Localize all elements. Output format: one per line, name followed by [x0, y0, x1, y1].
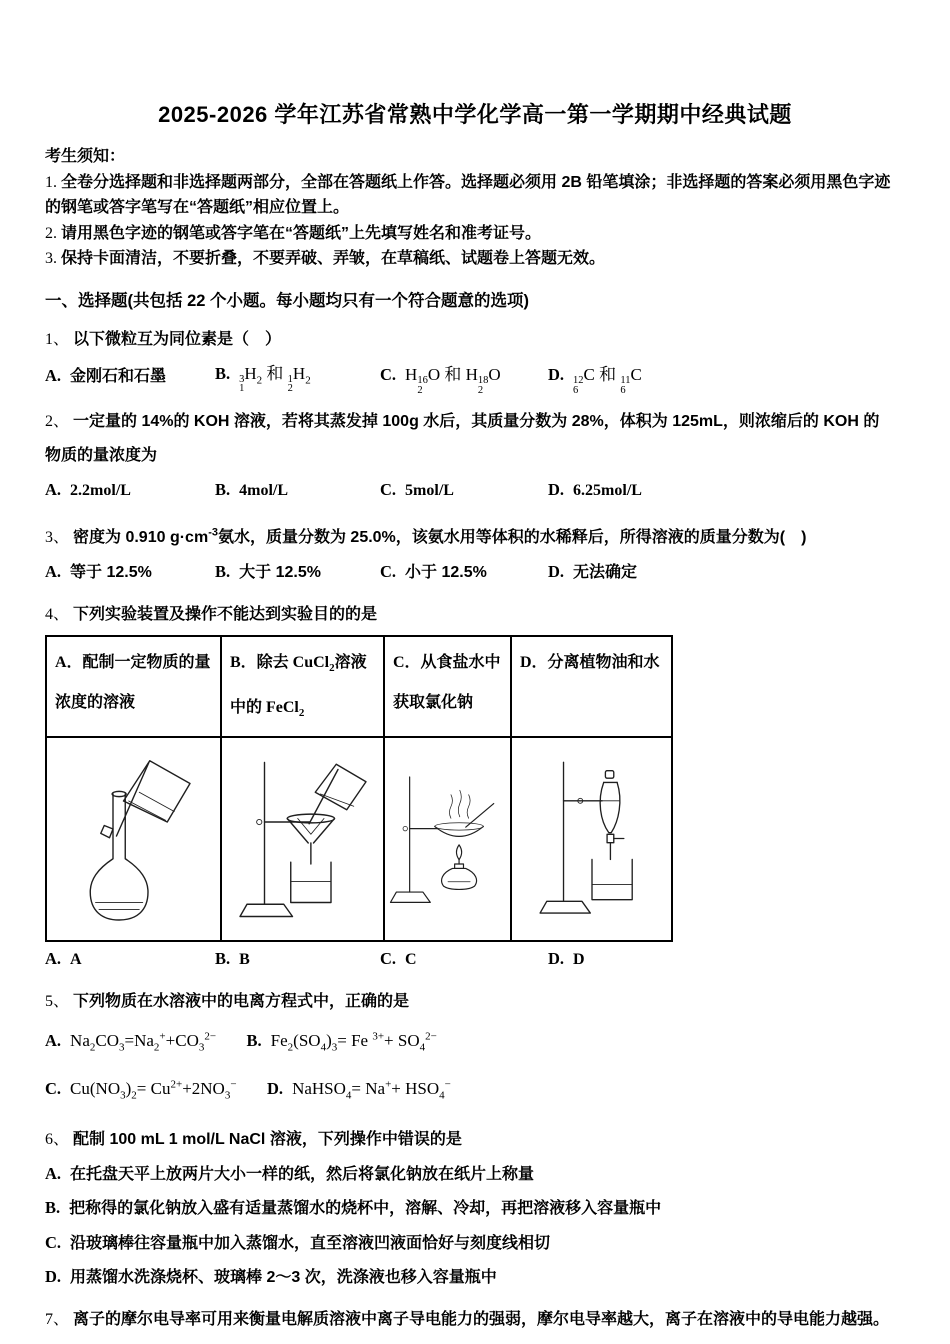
option-text: 无法确定 [573, 564, 638, 582]
question-7 [45, 1303, 905, 1337]
option-letter: A. [45, 562, 62, 582]
option-text: 小于 12.5% [405, 564, 487, 582]
section-heading-choice-questions: 一、选择题(共包括 22 个小题。每小题均只有一个符合题意的选项) [45, 291, 530, 310]
header-text: D．分离植物油和水 [520, 654, 660, 672]
pouring-beaker [123, 760, 190, 821]
question-2 [45, 405, 905, 508]
option-letter: D. [548, 948, 565, 968]
option-letter: D. [267, 1079, 284, 1099]
question-number: 6、 [45, 1130, 70, 1148]
option-d [548, 473, 905, 508]
option-d [267, 1078, 451, 1102]
option-letter: B. [215, 948, 231, 968]
page-title: 2025-2026 学年江苏省常熟中学化学高一第一学期期中经典试题 [158, 102, 792, 127]
option-letter: A. [45, 479, 62, 499]
question-number: 1、 [45, 330, 70, 348]
question-text: 下列物质在水溶液中的电离方程式中，正确的是 [73, 992, 410, 1010]
question-4 [45, 598, 905, 976]
option-a [45, 1157, 905, 1192]
option-formula: $Fe_2(SO_4)_3= Fe$ $^{3+}+ SO_4^{2-}$ [270, 1030, 437, 1054]
table-diagram-cell-b [221, 737, 384, 941]
notice-item [45, 170, 905, 221]
question-6-stem [45, 1123, 905, 1157]
option-d [548, 358, 905, 395]
option-d [45, 1260, 905, 1295]
option-formula: 3 1 $H_2$ 和 1 2 $H_2$ [239, 363, 311, 394]
question-text: 一定量的 14%的 KOH 溶液，若将其蒸发掉 100g 水后，其质量分数为 28%，体积为 125mL，则浓缩后的 KOH 的 [73, 412, 880, 430]
question-3-stem [45, 516, 905, 555]
question-number: 5、 [45, 992, 70, 1010]
option-letter: C. [380, 562, 397, 582]
option-formula: NaHSO$_4$= $Na^++ HSO_4^-$ [292, 1078, 451, 1102]
notice-item [45, 221, 905, 247]
option-letter: D. [548, 562, 565, 582]
apparatus-table-diagram-row [46, 737, 672, 941]
option-b [215, 555, 380, 590]
option-letter: A. [45, 1031, 62, 1051]
question-5 [45, 985, 905, 1115]
option-formula: $Na_2CO_3=Na_2^++CO_3^{2-}$ [70, 1030, 217, 1054]
alcohol-lamp [441, 844, 476, 889]
question-5-stem [45, 985, 905, 1019]
option-c [380, 358, 548, 395]
option-letter: B. [215, 562, 231, 582]
question-2-options [45, 473, 905, 508]
header-text: B．除去 CuCl$_2$溶液中的 FeCl$_2$ [230, 654, 367, 720]
glass-rod [116, 762, 148, 836]
option-a [45, 1030, 217, 1054]
volumetric-flask [90, 791, 148, 920]
option-b [215, 942, 380, 977]
option-b [215, 357, 380, 397]
option-c [380, 555, 548, 590]
evaporating-dish [434, 822, 483, 836]
glass-rod [465, 803, 493, 827]
option-a [45, 942, 215, 977]
notice-item-number: 2. [45, 224, 57, 242]
question-4-stem [45, 598, 905, 632]
table-header-c [384, 636, 511, 736]
option-text: A [70, 950, 82, 968]
question-number: 4、 [45, 606, 70, 624]
option-text: 在托盘天平上放两片大小一样的纸，然后将氯化钠放在纸片上称量 [70, 1165, 535, 1183]
table-diagram-cell-d [511, 737, 672, 941]
question-2-stem-line2: 物质的量浓度为 [45, 446, 158, 464]
question-6 [45, 1123, 905, 1295]
steam-lines [449, 790, 470, 818]
option-letter: B. [215, 479, 231, 499]
question-number: 2、 [45, 412, 70, 430]
option-letter: B. [246, 1031, 262, 1051]
question-7-stem [45, 1303, 905, 1337]
option-formula: H 16 2 O 和 H 18 2 O [405, 365, 501, 396]
pouring-beaker [315, 764, 366, 810]
question-3-options [45, 555, 905, 590]
volumetric-flask-pouring-diagram [64, 740, 204, 932]
table-header-a [46, 636, 221, 736]
option-formula: 12 6 C 和 11 6 C [573, 365, 642, 396]
option-letter: D. [548, 479, 565, 499]
option-letter: A. [45, 1163, 62, 1183]
option-text: D [573, 950, 585, 968]
option-letter: C. [380, 948, 397, 968]
option-letter: B. [45, 1198, 61, 1218]
receiving-beaker [290, 862, 330, 902]
option-text: C [405, 950, 417, 968]
question-1 [45, 323, 905, 397]
question-5-options-row1 [45, 1019, 905, 1067]
separating-funnel [600, 770, 624, 859]
option-text: 等于 12.5% [70, 564, 152, 582]
option-b [246, 1030, 437, 1054]
notice-item-text: 全卷分选择题和非选择题两部分，全部在答题纸上作答。选择题必须用 2B 铅笔填涂；非选择题的答案必须用黑色字迹的钢笔或答字笔写在“答题纸”相应位置上。 [45, 173, 891, 216]
option-c [380, 473, 548, 508]
option-letter: B. [215, 363, 231, 383]
header-text: A．配制一定物质的量浓度的溶液 [55, 654, 211, 712]
ring-stand [240, 762, 310, 916]
question-number: 3、 [45, 529, 70, 547]
option-letter: C. [45, 1079, 62, 1099]
question-2-stem [45, 405, 905, 439]
header-text: C．从食盐水中获取氯化钠 [393, 654, 501, 712]
question-1-stem [45, 323, 905, 357]
option-c [45, 1226, 905, 1261]
table-diagram-cell-a [46, 737, 221, 941]
ring-stand [540, 762, 602, 913]
candidate-notice [45, 144, 905, 272]
option-letter: D. [548, 365, 565, 385]
question-5-options-row2 [45, 1067, 905, 1115]
table-diagram-cell-c [384, 737, 511, 941]
option-a [45, 359, 215, 394]
separating-funnel-setup-diagram [525, 740, 659, 932]
option-letter: C. [45, 1232, 62, 1252]
option-formula: $Cu(NO_3)_2= Cu^{2+}+2NO_3^-$ [70, 1078, 237, 1102]
option-text: 2.2mol/L [70, 481, 131, 499]
option-c [45, 1078, 237, 1102]
question-1-options [45, 357, 905, 397]
notice-heading: 考生须知： [45, 148, 126, 165]
question-3 [45, 516, 905, 590]
filtration-setup-diagram [233, 740, 373, 932]
option-text: 沿玻璃棒往容量瓶中加入蒸馏水，直至溶液凹液面恰好与刻度线相切 [70, 1234, 551, 1252]
option-text: 把称得的氯化钠放入盛有适量蒸馏水的烧杯中，溶解、冷却，再把溶液移入容量瓶中 [69, 1200, 662, 1218]
question-text: 密度为 0.910 $g\cdot cm^{-3}$氨水，质量分数为 25.0%，该氨水用等体积的水稀释后，所得溶液的质量分数为( ) [73, 526, 807, 547]
ring-stand [390, 777, 437, 902]
question-4-options [45, 942, 905, 977]
option-letter: C. [380, 365, 397, 385]
option-letter: A. [45, 366, 62, 386]
option-b [215, 473, 380, 508]
option-letter: A. [45, 948, 62, 968]
question-number: 7、 [45, 1310, 70, 1328]
receiving-beaker [592, 859, 632, 899]
option-c [380, 942, 548, 977]
glass-rod [309, 769, 338, 823]
option-a [45, 473, 215, 508]
question-text: 离子的摩尔电导率可用来衡量电解质溶液中离子导电能力的强弱，摩尔电导率越大，离子在溶液中的导电能力越强。 [73, 1310, 890, 1328]
option-text: B [239, 950, 250, 968]
notice-item [45, 246, 905, 272]
option-text: 金刚石和石墨 [70, 368, 167, 386]
notice-item-number: 1. [45, 173, 57, 191]
table-header-b [221, 636, 384, 736]
apparatus-table [45, 635, 673, 941]
option-d [548, 942, 905, 977]
table-header-d [511, 636, 672, 736]
notice-item-number: 3. [45, 250, 57, 267]
option-d [548, 555, 905, 590]
apparatus-table-header-row [46, 636, 672, 736]
option-text: 大于 12.5% [239, 564, 321, 582]
question-text: 下列实验装置及操作不能达到实验目的的是 [73, 606, 378, 624]
option-a [45, 555, 215, 590]
option-text: 5mol/L [405, 481, 454, 499]
option-b [45, 1191, 905, 1226]
notice-item-text: 请用黑色字迹的钢笔或答字笔在“答题纸”上先填写姓名和准考证号。 [61, 224, 542, 242]
question-text: 以下微粒互为同位素是（ ） [73, 330, 282, 348]
option-text: 6.25mol/L [573, 481, 642, 499]
question-text: 配制 100 mL 1 mol/L NaCl 溶液，下列操作中错误的是 [73, 1130, 462, 1148]
notice-item-text: 保持卡面清洁，不要折叠，不要弄破、弄皱，在草稿纸、试题卷上答题无效。 [61, 250, 606, 267]
option-letter: D. [45, 1267, 62, 1287]
evaporation-setup-diagram [389, 740, 507, 932]
option-letter: C. [380, 479, 397, 499]
option-text: 4mol/L [239, 481, 289, 499]
option-text: 用蒸馏水洗涤烧杯、玻璃棒 2～3 次，洗涤液也移入容量瓶中 [70, 1269, 497, 1287]
